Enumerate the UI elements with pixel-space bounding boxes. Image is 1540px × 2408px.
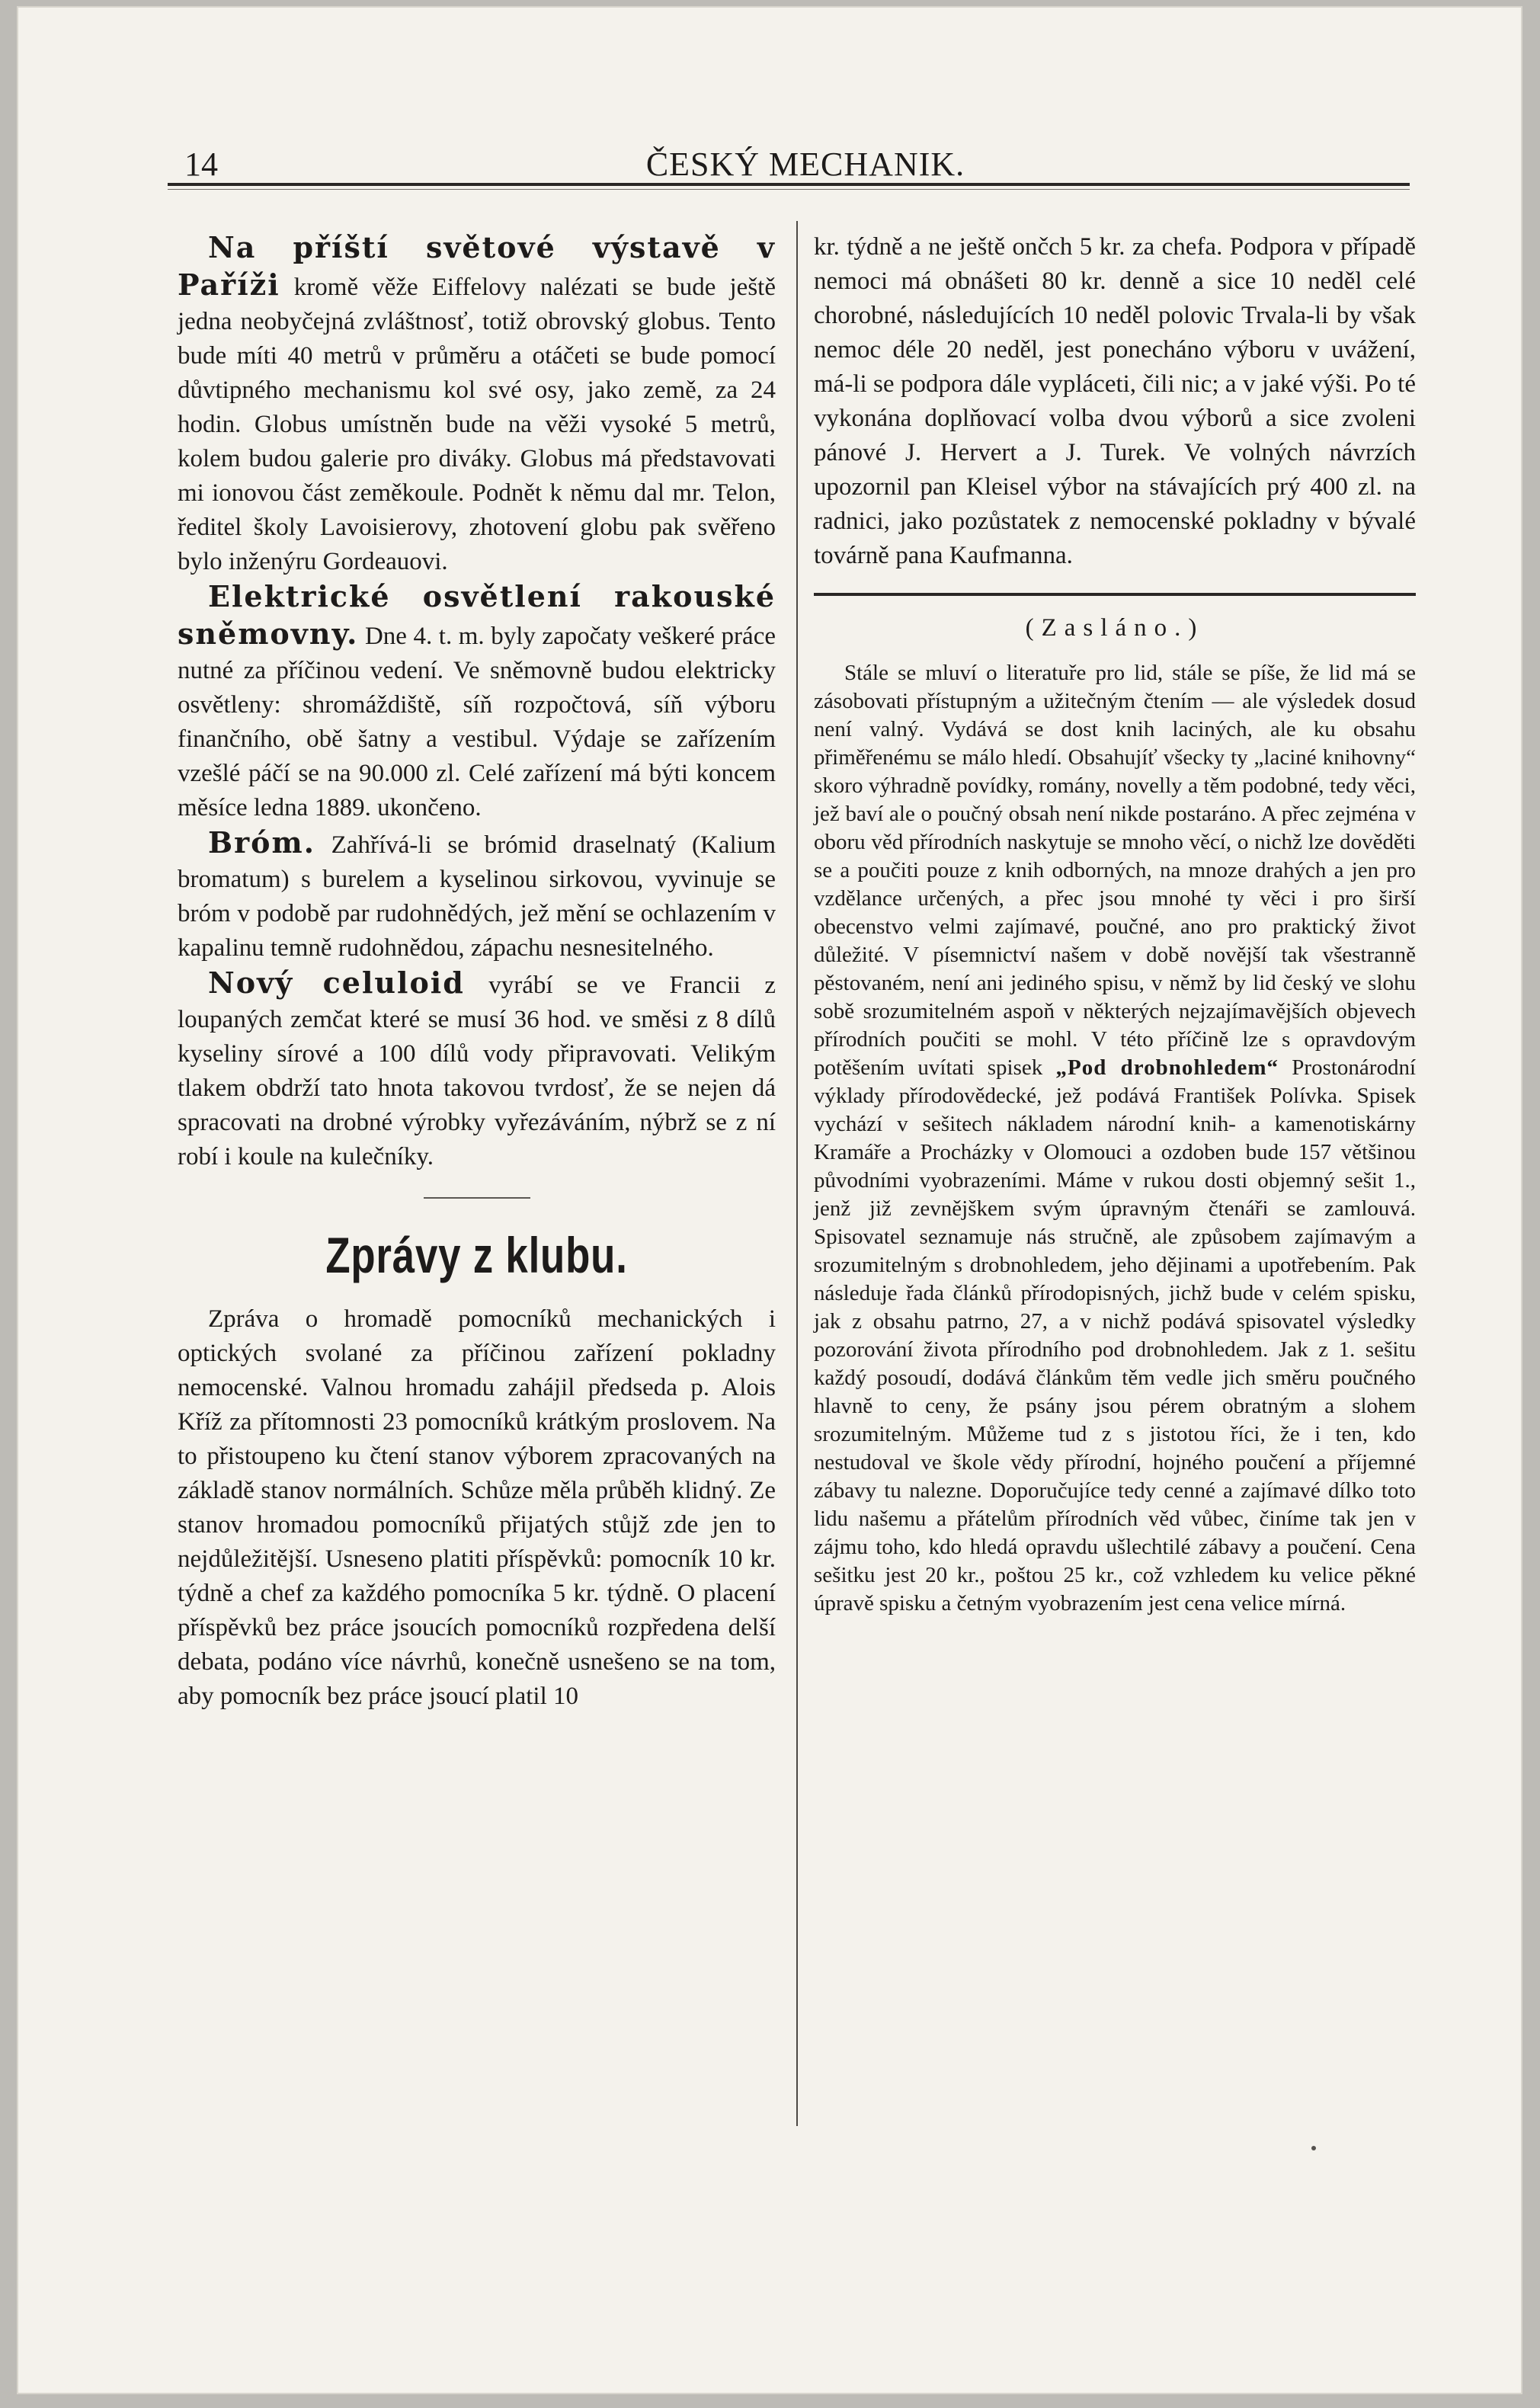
page-header (184, 142, 1426, 187)
article-lead: Bróm. (208, 825, 315, 860)
article-lead: Elektrické osvětlení rakouské sněmovny. (178, 579, 776, 651)
article-bromine (178, 825, 776, 965)
article-electric-lighting (178, 579, 776, 825)
club-news-text: Zpráva o hromadě pomocníků mechanických i optických svolané za příčinou zařízení pokladny nemocenské. Valnou hromadu zahájil předseda p. Alois Kříž za přítomnosti 23 pomocníků krátkým proslovem. Na to přistoupeno ku čtení stanov výborem zpracovaných na základě stanov normálních. Schůze měla průběh klidný. Ze stanov hromadou pomocníků přijatých stůjž zde jen to nejdůležitější. Usneseno platiti příspěvků: pomocník 10 kr. týdně a chef za každého pomocníka 5 kr. týdně. O placení příspěvků bez práce jsoucích pomocníků rozpředena delší debata, podáno více návrhů, konečně usnešeno se na tom, aby pomocník bez práce jsoucí platil 10 (178, 1305, 776, 1710)
club-news-heading: Zprávy z klubu. (325, 1227, 628, 1283)
header-rule-thin (168, 189, 1410, 190)
zaslano-label: (Zasláno.) (1025, 614, 1205, 642)
section-rule (814, 593, 1416, 596)
left-column (178, 230, 776, 1714)
article-lead: Nový celuloid (208, 965, 465, 1000)
column-divider (796, 221, 798, 2126)
article-text: Zahřívá-li se brómid draselnatý (Kalium bromatum) s burelem a kyselinou sirkovou, vyvinuje se bróm v podobě par rudohnědých, jež mění se ochlazením v kapalinu temně rudohnědou, zápachu nesnesitelného. (178, 831, 776, 962)
article-text: vyrábí se ve Francii z loupaných zemčat které se musí 36 hod. ve směsi z 8 dílů kyseliny sírové a 100 dílů vody připravovati. Velikým tlakem obdrží tato hnota takovou tvrdosť, že se nejen dá spracovati na drobné výrobky vyřezáváním, nýbrž se z ní robí i koule na kulečníky. (178, 972, 776, 1170)
zaslano-text (814, 659, 1416, 1618)
article-text: kromě věže Eiffelovy nalézati se bude ještě jedna neobyčejná zvláštnosť, totiž obrovský globus. Tento bude míti 40 metrů v průměru a otáčeti se bude pomocí důvtipného mechanismu kol své osy, jako země, za 24 hodin. Globus umístněn bude na věži vysoké 5 metrů, kolem budou galerie pro diváky. Globus má představovati mi ionovou část zeměkoule. Podnět k němu dal mr. Telon, ředitel školy Lavoisierovy, zhotovení globu pak svěřeno bylo inženýru Gordeauovi. (178, 274, 776, 575)
section-divider (424, 1197, 530, 1199)
article-text: Dne 4. t. m. byly započaty veškeré práce nutné za příčinou vedení. Ve sněmovně budou elektricky osvětleny: shromáždiště, síň rozpočtová, síň výboru finančního, obě šatny a vestibul. Výdaje se zařízením vzešlé páčí se na 90.000 zl. Celé zařízení má býti koncem měsíce ledna 1889. ukončeno. (178, 623, 776, 821)
article-celluloid (178, 965, 776, 1174)
running-title: ČESKÝ MECHANIK. (645, 146, 965, 183)
header-rule (168, 183, 1410, 186)
page-number: 14 (184, 146, 218, 183)
right-column (814, 230, 1416, 1618)
article-lead: Na příští světové výstavě v Paříži (178, 230, 776, 302)
ink-speck (1311, 2146, 1316, 2150)
zaslano-text-part1: Stále se mluví o literatuře pro lid, stále se píše, že lid má se zásobovati přístupným a užitečným čtením — ale výsledek dosud není valný. Vydává se dost knih laciných, ale ku obsahu přiměřenému se málo hledí. Obsahujíť všecky ty „laciné knihovny“ skoro výhradně povídky, romány, novelly a těm podobné, tedy věci, jež baví ale o poučný obsah není nikde postaráno. A přec zejména v oboru věd přírodních naskytuje se mnoho věcí, o nichž lze dověděti se a poučiti pouze z knih odborných, na mnoze drahých a jen pro vzdělance určených, a přec jsou mnohé ty věci i pro širší obecenstvo velmi zajímavé, poučné, ano pro praktický život důležité. V písemnictví našem v době novější tak všestranně pěstovaném, není ani jediného spisu, v němž by lid český ve slohu sobě srozumitelném aspoň v některých nejzajímavějších objevech přírodních poučiti se mohl. V této příčině lze s opravdovým potěšením uvítati spisek (814, 661, 1416, 1080)
book-title: „Pod drobnohledem“ (1055, 1055, 1279, 1080)
club-news-continued: kr. týdně a ne ještě ončch 5 kr. za chefa. Podpora v případě nemoci má obnášeti 80 kr. denně a sice 10 neděl celé chorobné, následujících 10 neděl polovic Trvala-li by však nemoc déle 20 neděl, jest ponecháno výboru v uvážení, má-li se podpora dále vypláceti, čili nic; a v jaké výši. Po té vykonána doplňovací volba dvou výborů a sice zvoleni pánové J. Hervert a J. Turek. Ve volných návrzích upozornil pan Kleisel výbor na stávajících prý 400 zl. na radnici, jako pozůstatek z nemocenské pokladny v bývalé továrně pana Kaufmanna. (814, 233, 1416, 569)
zaslano-text-part2: Prostonárodní výklady přírodovědecké, jež podává František Polívka. Spisek vychází v sešitech nákladem národní knih- a kamenotiskárny Kramáře a Procházky v Olomouci a ozdoben bude 157 většinou původními vyobrazeními. Máme v rukou dosti objemný sešit 1., jenž již zevnějškem svým úpravným čtenáři se zamlouvá. Spisovatel seznamuje nás stručně, ale způsobem zajímavým a srozumitelným s drobnohledem, jeho dějinami a upotřebením. Pak následuje řada článků přírodopisných, jichž bude v celém spisku, jak z obsahu patrno, 27, a v nichž podává spisovatel výsledky pozorování života přírodního pod drobnohledem. Jak z 1. sešitu každý posoudí, dodává článkům těm vedle jich směru poučného hlavně to ceny, že psány jsou pérem obratným a slohem srozumitelným. Můžeme tud z s jistotou říci, že i ten, kdo nestudoval ve škole vědy přírodní, hojného poučení a příjemné zábavy tu nalezne. Doporučujíce tedy cenné a zajímavé dílko toto lidu našemu a přátelům přírodních věd vůbec, činíme tak jen v zájmu toho, kdo hledá opravdu ušlechtilé zábavy a poučení. Cena sešitku jest 20 kr., poštou 25 kr., což vzhledem ku velice pěkné úpravě spisku a četným vyobrazením jest cena velice mírná. (814, 1055, 1416, 1615)
article-paris-globe (178, 230, 776, 579)
